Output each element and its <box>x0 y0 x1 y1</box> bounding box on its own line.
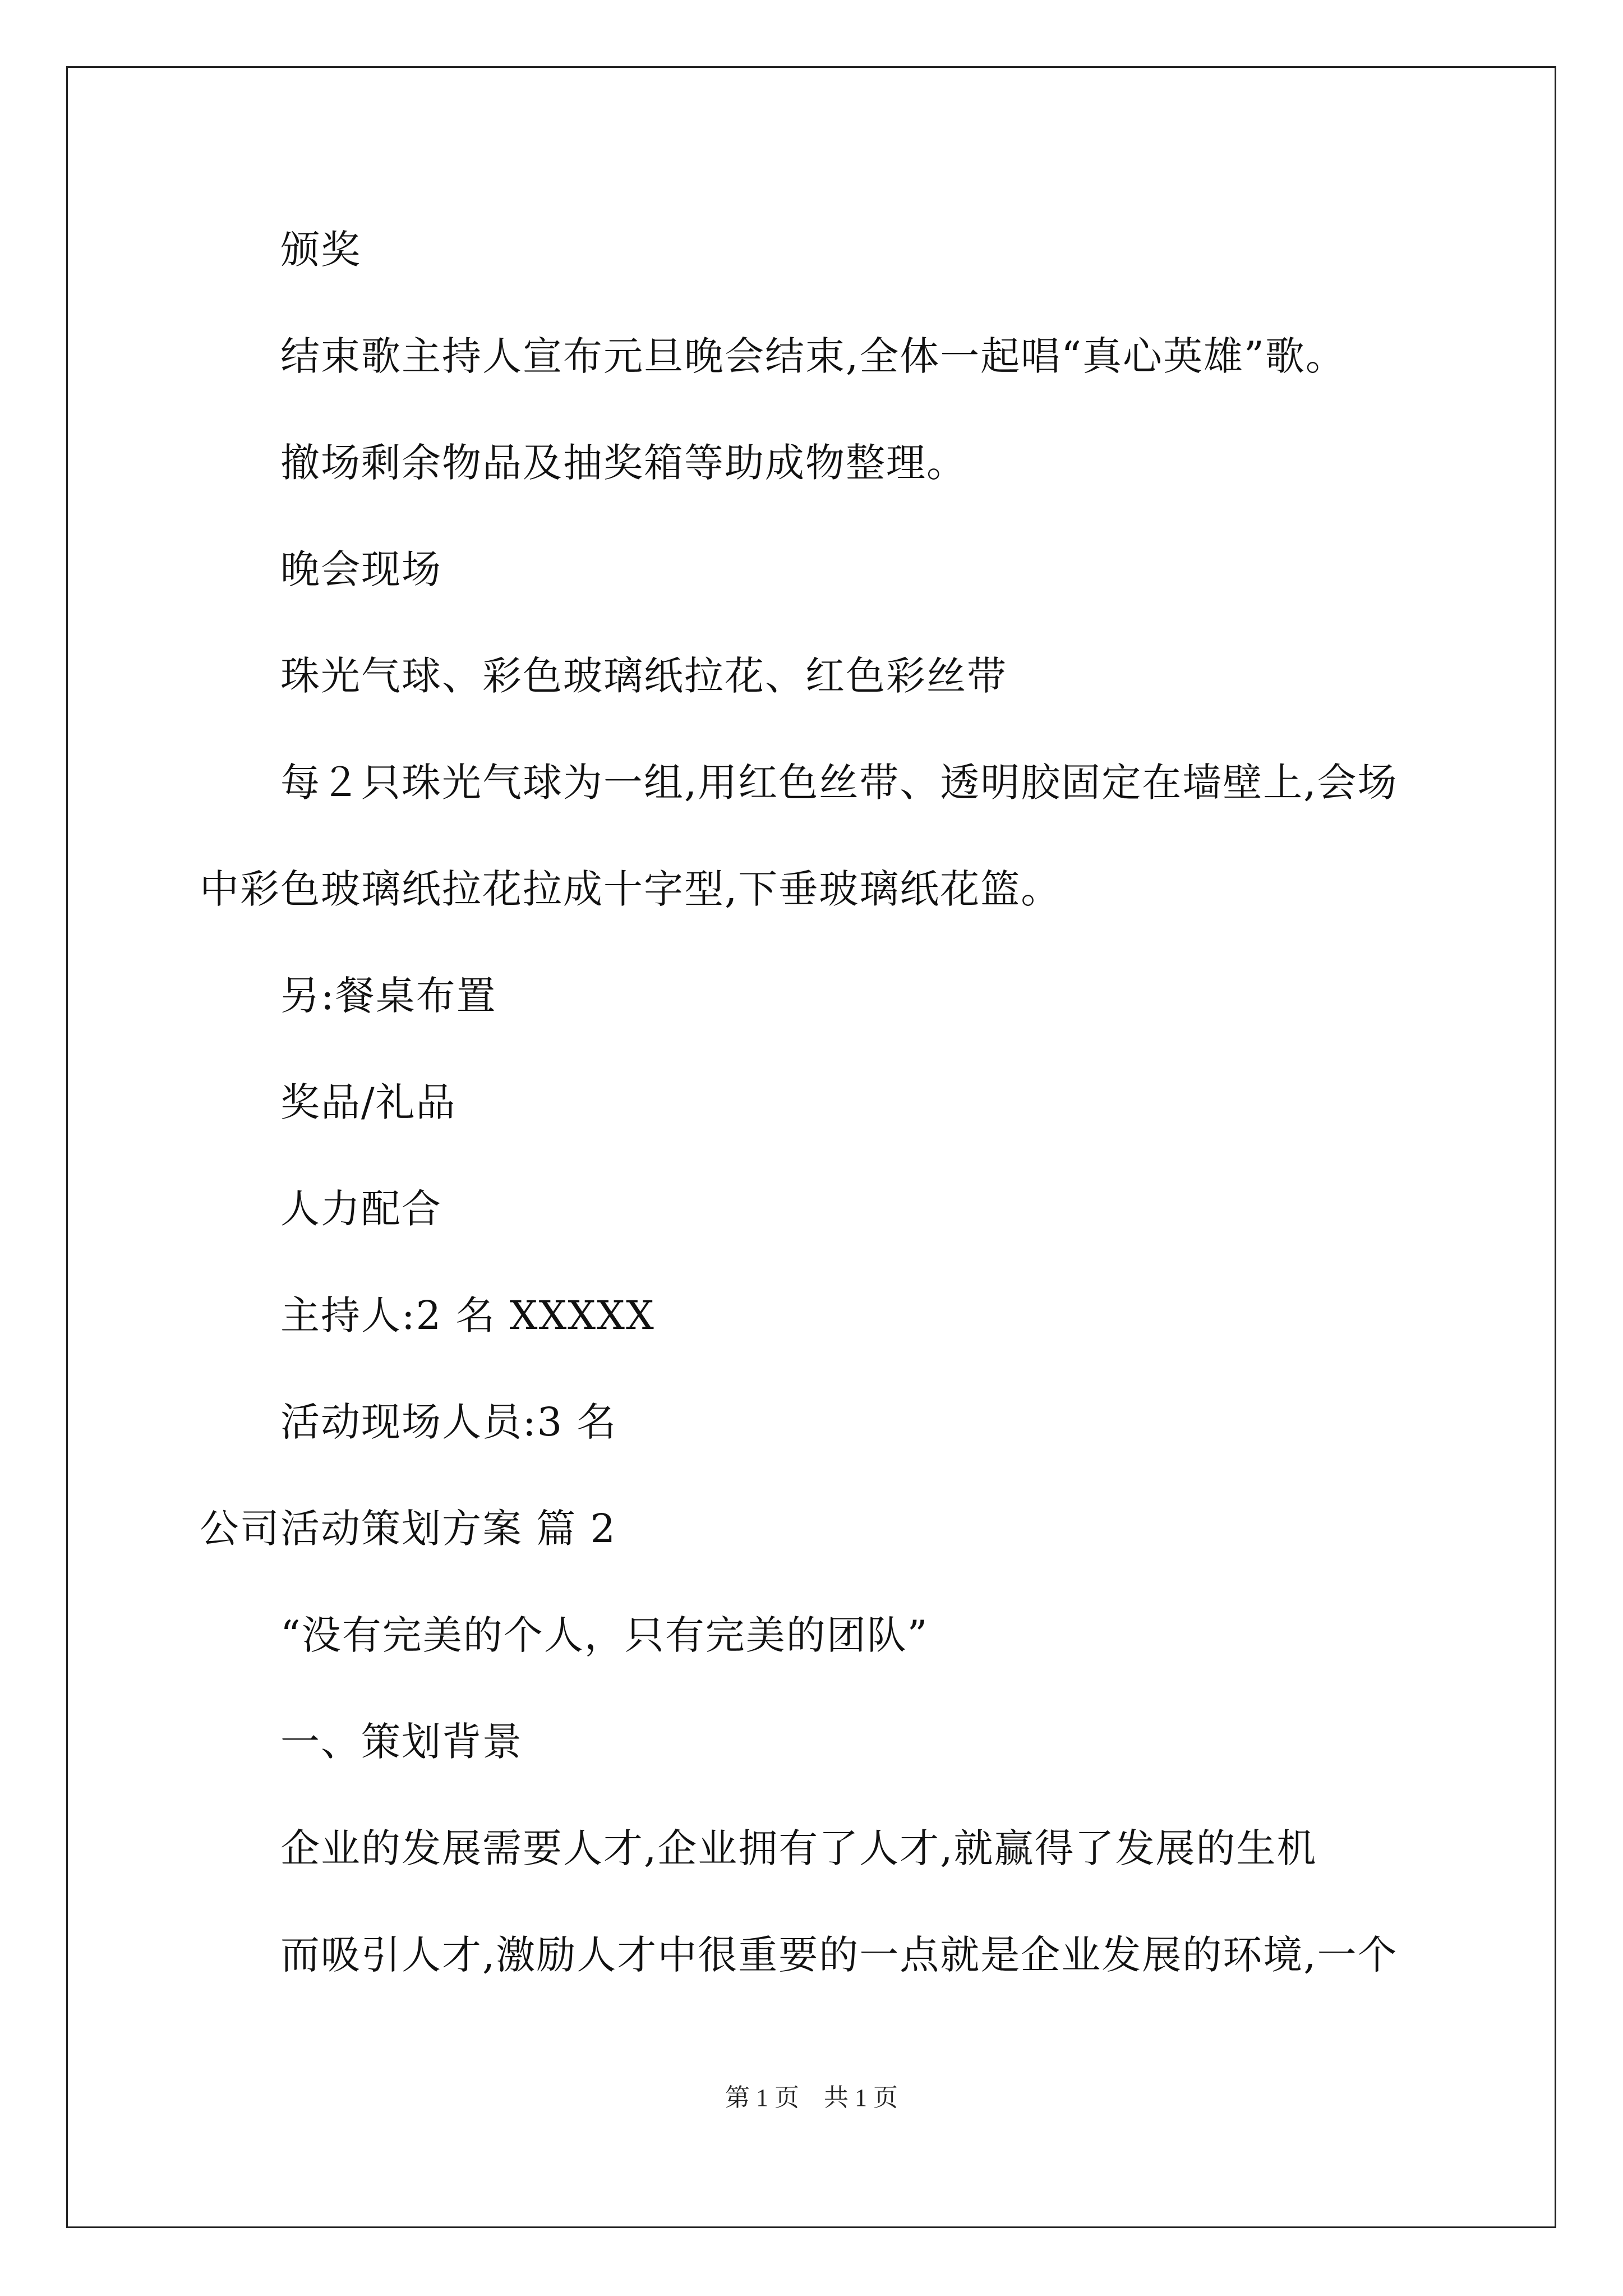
text-line-motto: “没有完美的个人，只有完美的团队” <box>280 1612 929 1658</box>
text-line-closing-song: 结束歌主持人宣布元旦晚会结束,全体一起唱“真心英雄”歌。 <box>280 333 1346 379</box>
text-line-background-2: 而吸引人才,激励人才中很重要的一点就是企业发展的环境,一个 <box>280 1932 1398 1978</box>
text-line-balloons-1: 每２只珠光气球为一组,用红色丝带、透明胶固定在墙壁上,会场 <box>280 760 1398 806</box>
text-line-background-heading: 一、策划背景 <box>280 1719 523 1765</box>
text-line-background-1: 企业的发展需要人才,企业拥有了人才,就赢得了发展的生机 <box>280 1825 1317 1871</box>
text-line-hosts: 主持人:2 名 XXXXX <box>280 1292 655 1338</box>
text-line-table-setting: 另:餐桌布置 <box>280 973 497 1019</box>
text-line-prizes: 奖品/礼品 <box>280 1079 457 1125</box>
text-line-onsite-staff: 活动现场人员:3 名 <box>280 1399 617 1445</box>
page-border <box>66 66 1556 2228</box>
text-line-cleanup: 撤场剩余物品及抽奖箱等助成物整理。 <box>280 440 967 486</box>
text-line-award: 颁奖 <box>280 227 361 273</box>
text-line-staffing: 人力配合 <box>280 1186 442 1232</box>
page-footer: 第 1 页 共 1 页 <box>725 2084 898 2111</box>
text-line-venue: 晚会现场 <box>280 546 442 592</box>
text-line-decorations: 珠光气球、彩色玻璃纸拉花、红色彩丝带 <box>280 653 1007 699</box>
section-heading-plan-2: 公司活动策划方案 篇 2 <box>200 1506 617 1552</box>
text-line-balloons-2: 中彩色玻璃纸拉花拉成十字型,下垂玻璃纸花篮。 <box>200 866 1062 912</box>
